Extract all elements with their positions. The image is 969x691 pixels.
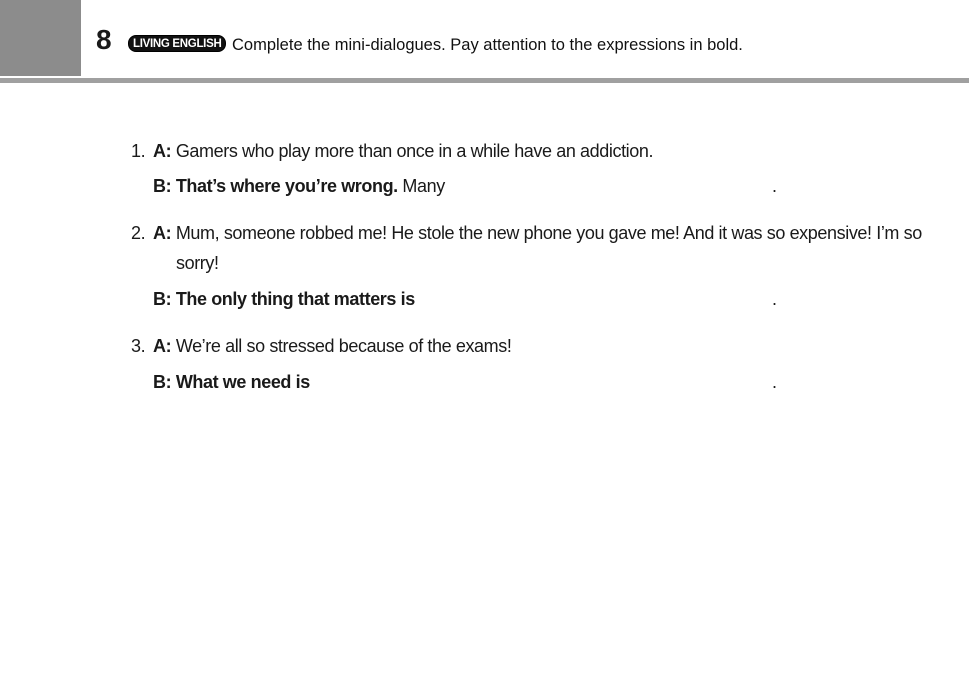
speaker-b-line bbox=[153, 171, 445, 201]
speaker-b-label: B: bbox=[153, 372, 172, 392]
living-english-badge: LIVING ENGLISH bbox=[128, 35, 226, 52]
speaker-b-label: B: bbox=[153, 289, 172, 309]
speaker-b-line bbox=[153, 367, 310, 397]
speaker-a-text: Gamers who play more than once in a while have an addiction. bbox=[175, 141, 654, 161]
dialogue-number: 1. bbox=[131, 141, 146, 161]
speaker-a-label: A: bbox=[153, 336, 172, 356]
exercise-number: 8 bbox=[96, 24, 112, 55]
dialogue-3 bbox=[0, 331, 969, 397]
answer-end-period: . bbox=[772, 176, 777, 196]
speaker-b-label: B: bbox=[153, 176, 172, 196]
speaker-a-label: A: bbox=[153, 141, 172, 161]
dialogue-number: 3. bbox=[131, 336, 146, 356]
header-corner-block bbox=[0, 0, 81, 76]
dialogue-number: 2. bbox=[131, 223, 146, 243]
speaker-a-text: We’re all so stressed because of the exams! bbox=[175, 336, 512, 356]
speaker-a-text: Mum, someone robbed me! He stole the new phone you gave me! And it was so expensive! I’m so bbox=[175, 223, 922, 243]
speaker-b-text: Many bbox=[402, 176, 445, 196]
speaker-a-line bbox=[153, 218, 922, 248]
speaker-a-label: A: bbox=[153, 223, 172, 243]
answer-end-period: . bbox=[772, 289, 777, 309]
speaker-a-line bbox=[153, 136, 653, 166]
answer-end-period: . bbox=[772, 372, 777, 392]
speaker-b-bold-expression: The only thing that matters is bbox=[175, 289, 415, 309]
speaker-a-text-continued: sorry! bbox=[176, 253, 219, 273]
speaker-b-bold-expression: What we need is bbox=[175, 372, 310, 392]
header-divider bbox=[0, 78, 969, 83]
speaker-b-line bbox=[153, 284, 415, 314]
speaker-b-bold-expression: That’s where you’re wrong. bbox=[175, 176, 398, 196]
dialogue-1 bbox=[0, 136, 969, 202]
speaker-a-line bbox=[153, 331, 511, 361]
dialogue-2 bbox=[0, 218, 969, 318]
exercise-instruction: Complete the mini-dialogues. Pay attention to the expressions in bold. bbox=[232, 36, 743, 54]
